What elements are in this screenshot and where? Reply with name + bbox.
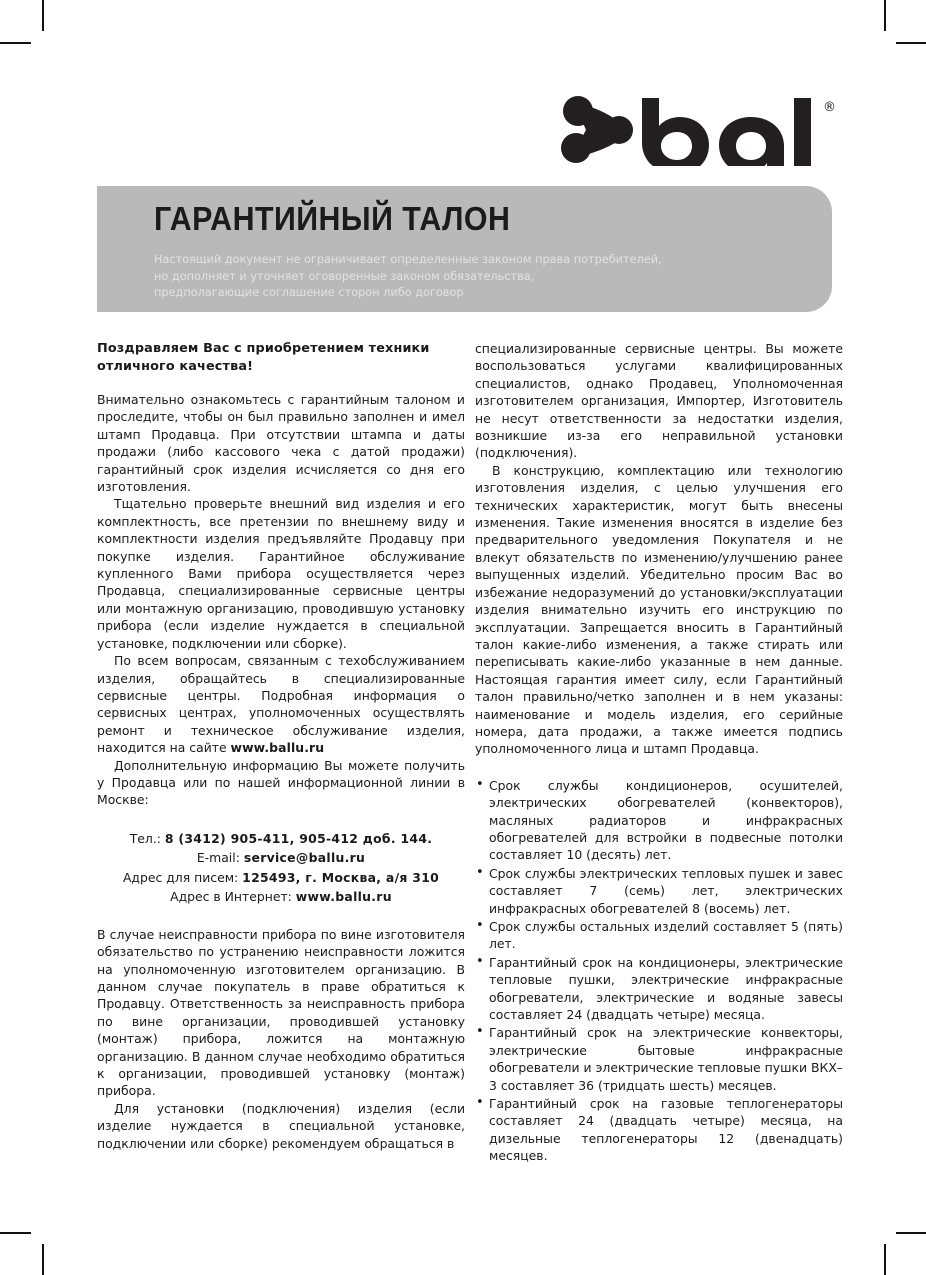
left-paragraph-6: Для установки (подключения) изделия (если изделие нуждается в специальной установке, подключении или сборке) рекомендуем обращаться в [97, 1100, 465, 1151]
ballu-logo-svg [556, 94, 834, 166]
header-banner [97, 186, 832, 312]
contact-web-row [97, 887, 465, 907]
warranty-terms-list [475, 777, 843, 1165]
contact-web-value[interactable]: www.ballu.ru [295, 889, 392, 905]
ballu-wordmark [642, 98, 811, 166]
contact-phone-label: Тел.: [129, 830, 165, 846]
ballu-website-link[interactable]: www.ballu.ru [230, 740, 325, 756]
left-paragraph-1: Внимательно ознакомьтесь с гарантийным талоном и проследите, чтобы он был правильно заполнен и имел штамп Продавца. При отсутствии штампа и даты продажи (либо кассового чека с датой продажи) гарантийный срок изделия исчисляется со дня его изготовления. [97, 392, 465, 495]
right-paragraph-2: В конструкцию, комплектацию или технологию изготовления изделия, с целью улучшения его технических характеристик, могут быть внесены изменения. Такие изменения вносятся в изделие без предварительного уведомления Покупателя и не влекут обязательств по изменению/улучшению ранее выпущенных изделий. Убедительно просим Вас во избежание недоразумений до установки/эксплуатации изделия внимательно изучить его инструкцию по эксплуатации. Запрещается вносить в Гарантийный талон какие-либо изменения, а также стирать или переписывать какие-либо указанные в нем данные. Настоящая гарантия имеет силу, если Гарантийный талон правильно/четко заполнен и в нем указаны: наименование и модель изделия, его серийные номера, дата продажи, а также имеется подпись уполномоченного лица и штамп Продавца. [475, 462, 843, 757]
list-item: • Срок службы электрических тепловых пушек и завес составляет 7 (семь) лет, электрических инфракрасных обогревателей 8 (восемь) лет. [475, 865, 843, 917]
banner-subtitle [154, 252, 814, 302]
left-paragraph-2: Тщательно проверьте внешний вид изделия и его комплектность, все претензии по внешнему виду и комплектности изделия предъявляйте Продавцу при покупке изделия. Гарантийное обслуживание купленного Вами прибора осуществляется через Продавца, специализированные сервисные центры или монтажную организацию, проводившую установку прибора (если изделие нуждается в специальной установке, подключении или сборке). [97, 496, 465, 651]
left-text-column [97, 340, 465, 1152]
ballu-molecule-icon [561, 96, 633, 163]
contact-email-value[interactable]: service@ballu.ru [243, 850, 366, 866]
registered-trademark-icon: ® [823, 100, 836, 115]
crop-mark-top-right-horizontal [896, 42, 926, 44]
list-item: • Срок службы остальных изделий составляет 5 (пять) лет. [475, 918, 843, 953]
contact-mail-address-label: Адрес для писем: [122, 869, 243, 885]
crop-mark-top-right-vertical [884, 0, 886, 31]
contact-email-row [97, 848, 465, 868]
list-item: • Гарантийный срок на газовые теплогенераторы составляет 24 (двадцать четыре) месяца, на дизельные теплогенераторы 12 (двенадцать) месяцев. [475, 1095, 843, 1165]
left-paragraph-3-text: По всем вопросам, связанным с техобслуживанием изделия, обращайтесь в специализированные сервисные центры. Подробная информация о сервисных центрах, уполномоченных осуществлять ремонт и техническое обслуживание изделия, находится на сайте [97, 653, 465, 756]
contact-web-label: Адрес в Интернет: [170, 889, 296, 905]
right-text-column [475, 340, 843, 1166]
list-item: • Гарантийный срок на кондиционеры, электрические тепловые пушки, электрические инфракрасные обогреватели, электрические и водяные завесы составляет 24 (двадцать четыре) месяца. [475, 954, 843, 1024]
crop-mark-bottom-left-vertical [42, 1244, 44, 1275]
crop-mark-bottom-left-horizontal [0, 1232, 31, 1234]
banner-subtitle-line-3: предполагающие соглашение сторон либо договор [154, 286, 464, 299]
contact-phone-row [97, 829, 465, 849]
crop-mark-top-left-horizontal [0, 42, 31, 44]
list-item: • Срок службы кондиционеров, осушителей, электрических обогревателей (конвекторов), масляных радиаторов и инфракрасных обогревателей для встройки в подвесные потолки составляет 10 (десять) лет. [475, 777, 843, 864]
contact-email-label: E-mail: [196, 850, 244, 866]
crop-mark-bottom-right-vertical [884, 1244, 886, 1275]
congratulations-heading: Поздравляем Вас с приобретением техники отличного качества! [97, 341, 430, 374]
contact-block [97, 829, 465, 907]
left-paragraph-3 [97, 652, 465, 756]
crop-mark-top-left-vertical [42, 0, 44, 31]
left-paragraph-5: В случае неисправности прибора по вине изготовителя обязательство по устранению неисправности ложится на уполномоченную изготовителем организацию. В данном случае покупатель в праве обратиться к Продавцу. Ответственность за неисправность прибора по вине организации, проводившей установку (монтаж) прибора, ложится на монтажную организацию. В данном случае необходимо обратиться к организации, проводившей установку (монтаж) прибора. [97, 926, 465, 1099]
contact-mail-address-value: 125493, г. Москва, а/я 310 [242, 869, 440, 885]
contact-mail-address-row [97, 868, 465, 888]
ballu-logo [556, 94, 834, 166]
banner-subtitle-line-2: но дополняет и уточняет оговоренные законом обязательства, [154, 269, 535, 283]
contact-phone-value[interactable]: 8 (3412) 905-411, 905-412 доб. 144. [164, 830, 433, 846]
crop-mark-bottom-right-horizontal [896, 1232, 926, 1234]
page-title: ГАРАНТИЙНЫЙ ТАЛОН [154, 200, 511, 237]
right-paragraph-1: специализированные сервисные центры. Вы можете воспользоваться услугами квалифицированных специалистов, однако Продавец, Уполномоченная изготовителем организация, Импортер, Изготовитель не несут ответственности за недостатки изделия, возникшие из-за его неправильной установки (подключения). [475, 341, 843, 461]
left-paragraph-4: Дополнительную информацию Вы можете получить у Продавца или по нашей информационной линии в Москве: [97, 757, 465, 808]
list-item: • Гарантийный срок на электрические конвекторы, электрические бытовые инфракрасные обогреватели и электрические тепловые пушки ВКХ–3 составляет 36 (тридцать шесть) месяцев. [475, 1024, 843, 1094]
banner-subtitle-line-1: Настоящий документ не ограничивает определенные законом права потребителей, [154, 253, 662, 266]
